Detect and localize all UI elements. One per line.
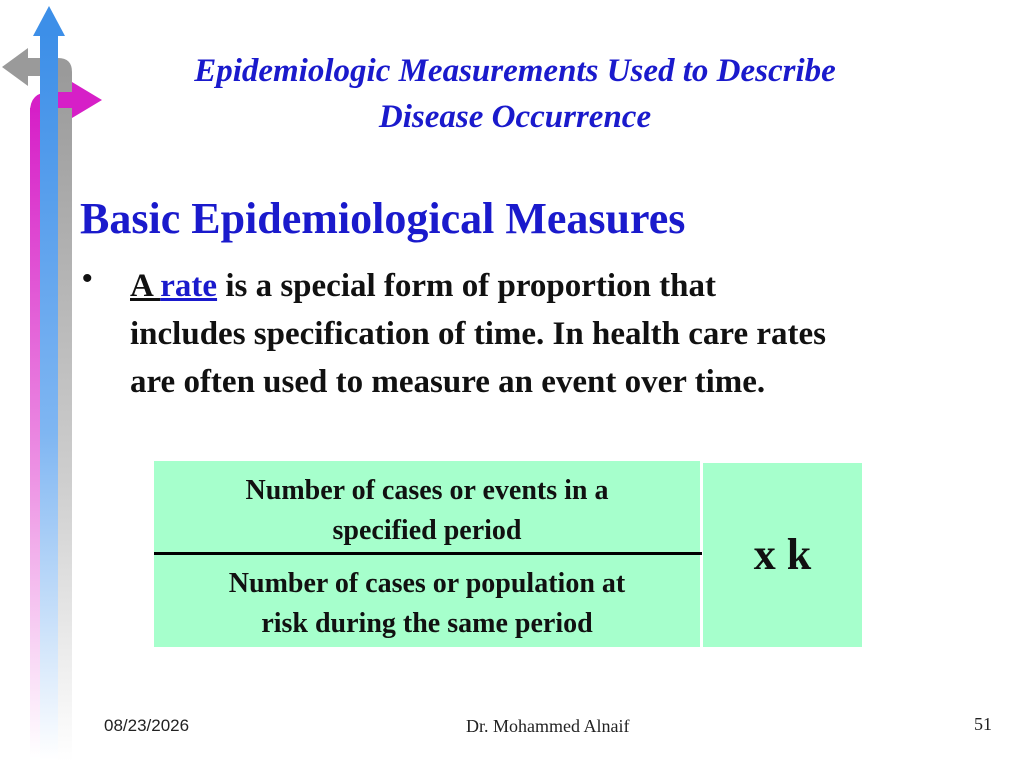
denominator-line-2: risk during the same period xyxy=(261,608,593,639)
section-heading: Basic Epidemiological Measures xyxy=(80,194,686,243)
slide-title xyxy=(110,48,920,140)
bullet-line-1: is a special form of proportion that xyxy=(217,268,717,304)
slide-title-line-1: Epidemiologic Measurements Used to Describe xyxy=(194,53,836,89)
numerator xyxy=(154,471,700,551)
bullet-line-2: includes specification of time. In health care rates xyxy=(130,316,826,352)
page-number: 51 xyxy=(974,714,992,734)
numerator-line-2: specified period xyxy=(332,515,522,546)
footer-date: 08/23/2026 xyxy=(104,716,190,735)
denominator-line-1: Number of cases or population at xyxy=(228,568,626,599)
bullet-line-3: are often used to measure an event over time. xyxy=(130,364,766,400)
fraction-box xyxy=(154,461,700,647)
numerator-line-1: Number of cases or events in a xyxy=(245,475,609,506)
bullet-prefix: A xyxy=(130,268,161,304)
fraction-bar xyxy=(154,552,702,555)
denominator xyxy=(154,564,700,644)
decorative-arrows xyxy=(0,0,120,768)
multiplier-box: x k xyxy=(703,463,862,647)
bullet-icon: • xyxy=(82,262,93,295)
slide-title-line-2: Disease Occurrence xyxy=(378,99,652,135)
rate-keyword: rate xyxy=(160,268,218,304)
footer-author: Dr. Mohammed Alnaif xyxy=(466,716,630,736)
rate-formula xyxy=(154,461,862,647)
bullet-text xyxy=(130,262,980,406)
